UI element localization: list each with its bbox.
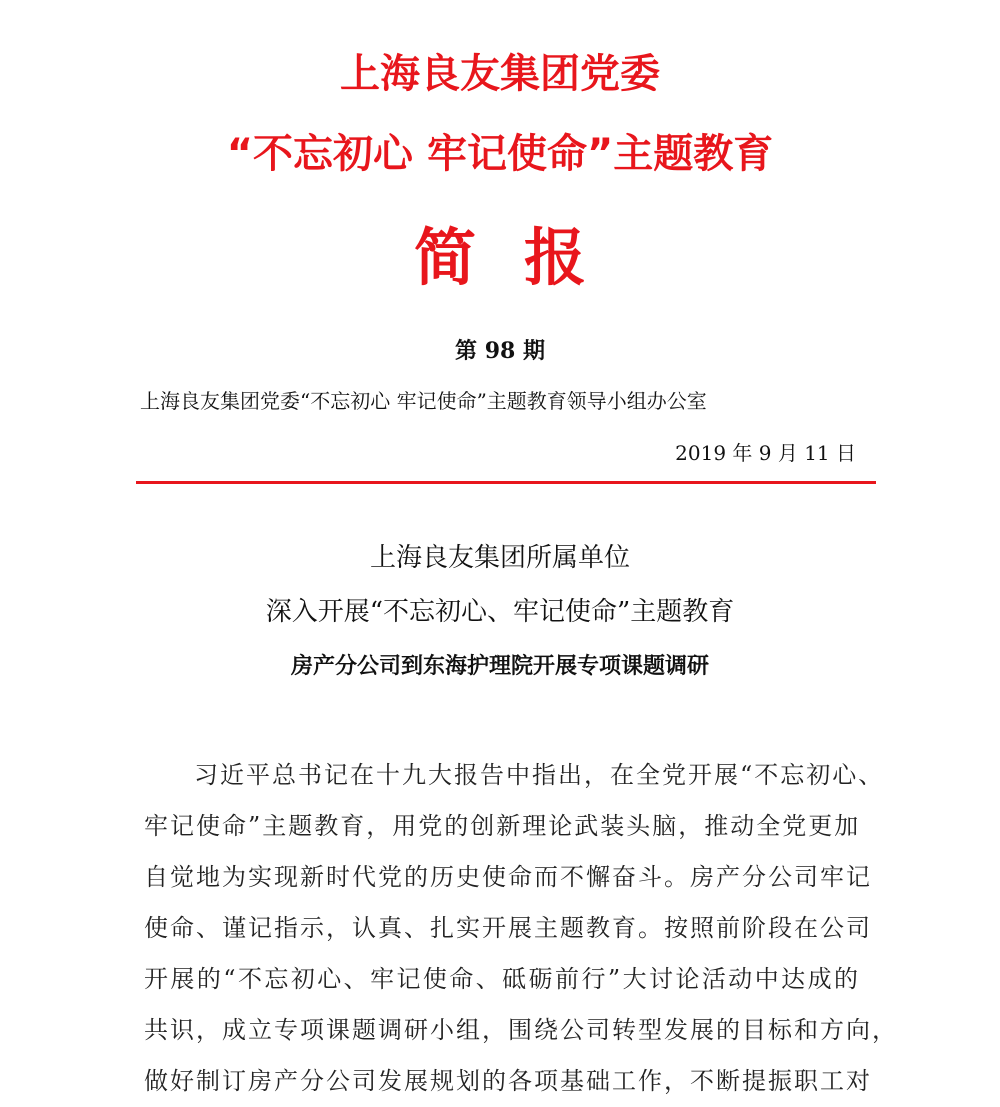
- body-line: 开展的“不忘初心、牢记使命、砥砺前行”大讨论活动中达成的: [144, 965, 860, 993]
- body-line: 共识，成立专项课题调研小组，围绕公司转型发展的目标和方向，: [144, 1016, 898, 1044]
- org-title: 上海良友集团党委: [340, 51, 660, 97]
- article-subheading: 房产分公司到东海护理院开展专项课题调研: [290, 653, 709, 679]
- bulletin-title: 简报: [413, 221, 634, 294]
- article-heading-line: 上海良友集团所属单位: [369, 543, 630, 573]
- body-line: 牢记使命”主题教育，用党的创新理论武装头脑，推动全党更加: [144, 812, 861, 840]
- body-line: 自觉地为实现新时代党的历史使命而不懈奋斗。房产分公司牢记: [144, 863, 872, 891]
- article-heading-line: 深入开展“不忘初心、牢记使命”主题教育: [265, 597, 735, 627]
- body-line: 做好制订房产分公司发展规划的各项基础工作，不断提振职工对: [144, 1067, 872, 1095]
- issuer-line: 上海良友集团党委“不忘初心 牢记使命”主题教育领导小组办公室: [140, 389, 707, 413]
- theme-title: “不忘初心 牢记使命”主题教育: [226, 131, 774, 177]
- red-divider: [136, 481, 876, 484]
- issue-number: 第 98 期: [455, 338, 545, 364]
- issue-date: 2019 年 9 月 11 日: [675, 441, 856, 465]
- body-line: 习近平总书记在十九大报告中指出，在全党开展“不忘初心、: [194, 761, 885, 789]
- article-body: [144, 750, 898, 1107]
- body-line: 使命、谨记指示，认真、扎实开展主题教育。按照前阶段在公司: [144, 914, 872, 942]
